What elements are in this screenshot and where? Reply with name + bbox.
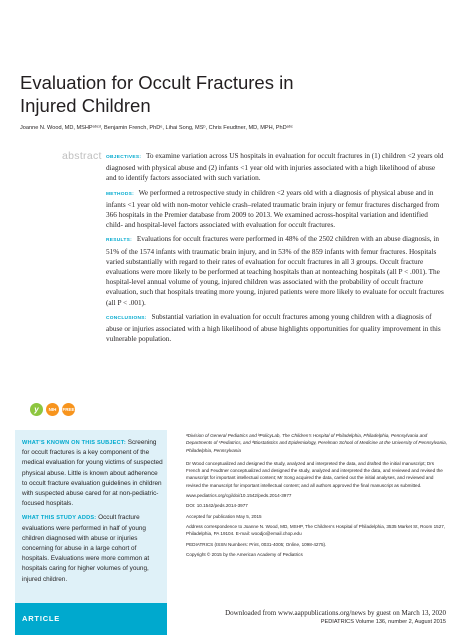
accepted-date: Accepted for publication May 5, 2015 bbox=[186, 513, 262, 519]
known-paragraph bbox=[22, 438, 164, 509]
known-label: WHAT’S KNOWN ON THIS SUBJECT: bbox=[22, 440, 126, 446]
free-badge-icon: FREE bbox=[62, 403, 75, 416]
article-info-column bbox=[186, 432, 448, 561]
conclusions-text: Substantial variation in evaluation for occult fractures among young children with a diagnosis of abuse or injuries associated with a high likelihood of abuse highlights opportunities for quality improvement in this vulnerable population. bbox=[106, 312, 441, 344]
results-label: RESULTS: bbox=[106, 238, 133, 244]
badge-row bbox=[30, 403, 75, 416]
author-list: Joanne N. Wood, MD, MSHPᵃᵇᶜᵈ, Benjamin French, PhDᵉ, Lihai Song, MSᵇ, Chris Feudtner, MD, MPH, PhDᵃᵇᶜ bbox=[20, 125, 293, 131]
objectives-paragraph bbox=[106, 151, 446, 184]
affiliations: ᵃDivision of General Pediatrics and ᵇPolicyLab, The Children’s Hospital of Philadelphia, Philadelphia, Pennsylvania and Departments of ᶜPediatrics, and ᵈBiostatistics and Epidemiology, Perelman School of Medicine at the University of Pennsylvania, Philadelphia, Pennsylvania bbox=[186, 433, 448, 453]
download-suffix: by guest on March 13, 2020 bbox=[367, 609, 446, 617]
article-type-label: ARTICLE bbox=[22, 614, 61, 623]
title-line-2: Injured Children bbox=[20, 95, 151, 116]
download-prefix: Downloaded from bbox=[225, 609, 277, 617]
abstract-heading: abstract bbox=[62, 150, 102, 162]
objectives-label: OBJECTIVES: bbox=[106, 155, 142, 160]
abstract-body bbox=[106, 151, 446, 348]
download-link[interactable]: www.aappublications.org/news bbox=[278, 609, 366, 617]
article-title bbox=[20, 71, 460, 117]
adds-text: Occult fracture evaluations were performed in half of young children diagnosed with abuse or injuries concerning for abuse in a large cohort of hospitals. Evaluations were more common at hospitals caring for higher volumes of young, injured children. bbox=[22, 514, 150, 583]
journal-footer: PEDIATRICS Volume 136, number 2, August 2015 bbox=[320, 619, 446, 625]
methods-label: METHODS: bbox=[106, 191, 134, 197]
copyright: Copyright © 2015 by the American Academy of Pediatrics bbox=[186, 551, 303, 557]
article-url[interactable]: www.pediatrics.org/cgi/doi/10.1542/peds.2014-3977 bbox=[186, 493, 292, 499]
journal-badge-icon: y bbox=[30, 403, 43, 416]
title-line-1: Evaluation for Occult Fractures in bbox=[20, 72, 294, 93]
adds-paragraph bbox=[22, 513, 164, 584]
objectives-text: To examine variation across US hospitals in evaluation for occult fractures in (1) children <2 years old diagnosed with physical abuse and (2) infants <1 year old with injuries associated with a high likelihood of abuse and to identify factors associated with such variation. bbox=[106, 152, 444, 183]
conclusions-paragraph bbox=[106, 312, 446, 345]
adds-label: WHAT THIS STUDY ADDS: bbox=[22, 515, 97, 522]
doi: DOI: 10.1542/peds.2014-3977 bbox=[186, 503, 248, 509]
methods-text: We performed a retrospective study in children <2 years old with a diagnosis of physical abuse and in infants <1 year old with non-motor vehicle crash–related traumatic brain injury or femur fractures discharged from 366 hospitals in the Premier database from 2009 to 2013. We examined across-hospital variation and identified child- and hospital-level factors associated with evaluation for occult fractures. bbox=[106, 188, 440, 230]
issn: PEDIATRICS (ISSN Numbers: Print, 0031-4005; Online, 1098-4275). bbox=[186, 541, 327, 547]
correspondence: Address correspondence to Joanne N. Wood, MD, MSHP, The Children’s Hospital of Philadelphia, 3535 Market St, Room 1527, Philadelphia, PA 19104. E-mail: woodjo@email.chop.edu bbox=[186, 523, 446, 537]
nih-badge-icon: NIH bbox=[46, 403, 59, 416]
conclusions-label: CONCLUSIONS: bbox=[106, 315, 147, 321]
download-notice bbox=[146, 609, 446, 617]
results-text: Evaluations for occult fractures were performed in 48% of the 2502 children with an abuse diagnosis, in 51% of the 1574 infants with traumatic brain injury, and in 53% of the 859 infants with femur fractures. Hospitals varied substantially with regard to their rates of evaluation for occult fractures in all 3 groups. Occult fracture evaluations were more likely to be performed at teaching hospitals than at nonteaching hospitals (all P < .001). The hospital-level annual volume of young, injured children was associated with the probability of occult fracture evaluation, such that hospitals treating more young, injured patients were more likely to evaluate for occult fractures (all P < .001). bbox=[106, 235, 444, 307]
methods-paragraph bbox=[106, 188, 446, 231]
known-text: Screening for occult fractures is a key component of the medical evaluation for young victims of suspected physical abuse. Little is known about adherence to occult fracture evaluation guidelines in children with suspected abuse cared for at non-pediatric-focused hospitals. bbox=[22, 439, 163, 508]
summary-box bbox=[15, 430, 167, 603]
contributions: Dr Wood conceptualized and designed the study, analyzed and interpreted the data, and drafted the initial manuscript; Drs French and Feudtner conceptualized and designed the study, analyzed and interpreted the data, and reviewed and revised the manuscript for important intellectual content; Mr Song acquired the data, carried out the initial analyses, and reviewed and revised the manuscript for important intellectual content; and all authors approved the final manuscript as submitted. bbox=[186, 460, 443, 488]
results-paragraph bbox=[106, 234, 446, 307]
